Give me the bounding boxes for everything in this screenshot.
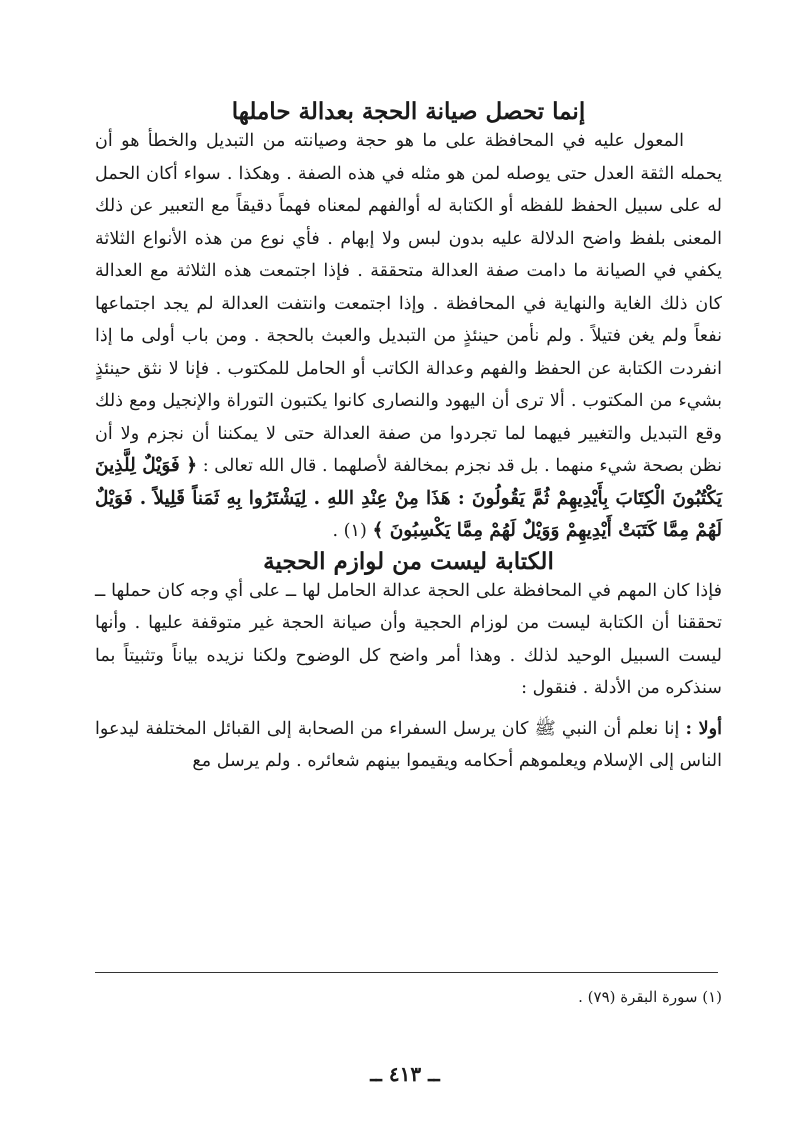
paragraph-indent — [684, 131, 722, 151]
footnote: (١) سورة البقرة (٧٩) . — [578, 988, 722, 1006]
point-lead: أولا : — [685, 717, 723, 739]
footnote-divider — [95, 972, 718, 973]
section-heading: إنما تحصل صيانة الحجة بعدالة حاملها — [231, 98, 586, 125]
footnote-reference: (١) — [343, 521, 367, 541]
paragraph — [95, 575, 722, 705]
paragraph-text: فإذا كان المهم في المحافظة على الحجة عدالة الحامل لها ــ على أي وجه كان حملها ــ تحققنا أن الكتابة ليست من لوزام الحجية وأن صيانة الحجة غير متوقفة عليها . وأنها ليست السبيل الوحيد لذلك . وهذا أمر واضح كل الوضوح ولكنا نزيده بياناً وتثبيتاً بما سنذكره من الأدلة . فنقول : — [95, 580, 722, 698]
page-number: ــ ٤١٣ ــ — [370, 1062, 440, 1086]
spacer — [95, 705, 722, 713]
section-heading: الكتابة ليست من لوازم الحجية — [263, 547, 554, 575]
paragraph — [95, 713, 722, 778]
page-body — [95, 98, 722, 778]
paragraph-text: إنا نعلم أن النبي ﷺ كان يرسل السفراء من الصحابة إلى القبائل المختلفة ليدعوا الناس إلى الإسلام ويعلموهم أحكامه ويقيموا بينهم شعائره . ولم يرسل مع — [95, 718, 722, 771]
paragraph-text: المعول عليه في المحافظة على ما هو حجة وصيانته من التبديل والخطأ هو أن يحمله الثقة العدل حتى يوصله لمن هو مثله في هذه الصفة . وهكذا . سواء أكان الحمل له على سبيل الحفظ للفظه أو الكتابة له أوالفهم لمعناه فهماً دقيقاً مع التعبير عن ذلك المعنى بلفظ واضح الدلالة عليه بدون لبس ولا إبهام . فأي نوع من هذه الأنواع الثلاثة يكفي في الصيانة ما دامت صفة العدالة متحققة . فإذا اجتمعت هذه الثلاثة مع العدالة كان ذلك الغاية والنهاية في المحافظة . وإذا اجتمعت وانتفت العدالة لم يجد اجتماعها نفعاً ولم يغن فتيلاً . ولم نأمن حينئذٍ من التبديل والعبث بالحجة . ومن باب أولى ما إذا انفردت الكتابة عن الحفظ والفهم وعدالة الكاتب أو الحامل للمكتوب . فإنا لا نثق حينئذٍ بشيء من المكتوب . ألا ترى أن اليهود والنصارى كانوا يكتبون التوراة والإنجيل ومع ذلك وقع التبديل والتغيير فيهما لما تجردوا من صفة العدالة حتى لا يمكننا أن نجزم ولا أن نظن بصحة شيء منهما . بل قد نجزم بمخالفة لأصلهما . قال الله تعالى : — [95, 131, 722, 476]
quran-verse: ﴿ فَوَيْلٌ لِلَّذِينَ يَكْتُبُونَ الْكِتَابَ بِأَيْدِيهِمْ ثُمَّ يَقُولُونَ : هَذَا مِنْ عِنْدِ اللهِ . لِيَشْتَرُوا بِهِ ثَمَناً قَلِيلاً . فَوَيْلٌ لَهُمْ مِمَّا كَتَبَتْ أَيْدِيهِمْ وَوَيْلٌ لَهُمْ مِمَّا يَكْسِبُونَ ﴾ — [95, 455, 722, 541]
paragraph — [95, 125, 722, 548]
sentence-end: . — [332, 521, 339, 541]
